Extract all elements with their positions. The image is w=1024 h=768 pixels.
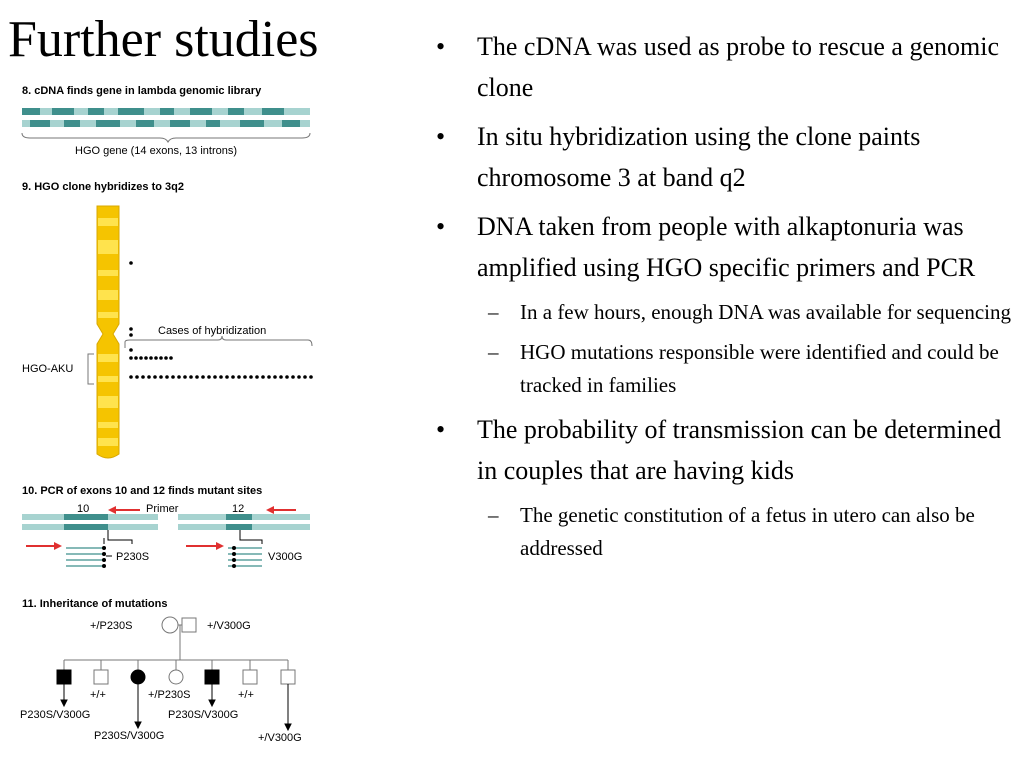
exon-b-label: 12 bbox=[232, 503, 245, 515]
bullet-cdna-probe bbox=[436, 26, 1020, 108]
cases-label: Cases of hybridization bbox=[158, 325, 267, 337]
father-genotype: +/V300G bbox=[207, 620, 251, 632]
exon-a-label: 10 bbox=[77, 503, 90, 515]
kid2-genotype: +/+ bbox=[90, 689, 106, 701]
bullet-dna-amplified bbox=[436, 206, 1020, 288]
bullet-dot-icon: • bbox=[436, 415, 446, 444]
hgo-figure bbox=[0, 78, 330, 768]
dash-icon: – bbox=[488, 503, 499, 527]
hgo-aku-bracket bbox=[88, 354, 94, 384]
bullet-in-situ bbox=[436, 116, 1020, 198]
kid6-genotype: +/+ bbox=[238, 689, 254, 701]
kid7-genotype: +/V300G bbox=[258, 732, 302, 744]
mutation-b-label: V300G bbox=[268, 551, 303, 563]
subbullet-text: The genetic constitution of a fetus in utero can also be addressed bbox=[520, 503, 975, 560]
panel8-caption: HGO gene (14 exons, 13 introns) bbox=[75, 145, 238, 157]
bullet-list bbox=[436, 26, 1020, 572]
kid3-genotype: P230S/V300G bbox=[94, 730, 165, 742]
subbullet-sequencing bbox=[436, 296, 1020, 329]
panel11-heading: 11. Inheritance of mutations bbox=[22, 598, 168, 610]
bullet-dot-icon: • bbox=[436, 122, 446, 151]
dash-icon: – bbox=[488, 300, 499, 324]
panel9-heading: 9. HGO clone hybridizes to 3q2 bbox=[22, 181, 184, 193]
bullet-dot-icon: • bbox=[436, 212, 446, 241]
bullet-text: In situ hybridization using the clone paints chromosome 3 at band q2 bbox=[477, 122, 921, 192]
bullet-dot-icon: • bbox=[436, 32, 446, 61]
figure-panel bbox=[0, 78, 330, 768]
bullet-text: The probability of transmission can be determined in couples that are having kids bbox=[477, 415, 1002, 485]
panel8-heading: 8. cDNA finds gene in lambda genomic library bbox=[22, 85, 262, 97]
subbullet-fetus bbox=[436, 499, 1020, 565]
kid1-genotype: P230S/V300G bbox=[20, 709, 91, 721]
subbullet-mutations bbox=[436, 336, 1020, 402]
subbullet-text: HGO mutations responsible were identified and could be tracked in families bbox=[520, 340, 999, 397]
panel10-heading: 10. PCR of exons 10 and 12 finds mutant sites bbox=[22, 485, 263, 497]
hybridization-dots bbox=[129, 261, 313, 379]
primer-label: Primer bbox=[146, 503, 179, 515]
bullet-text: DNA taken from people with alkaptonuria was amplified using HGO specific primers and PCR bbox=[477, 212, 976, 282]
mother-genotype: +/P230S bbox=[90, 620, 133, 632]
slide-title: Further studies bbox=[8, 11, 319, 68]
region-label: HGO-AKU bbox=[22, 363, 74, 375]
lambda-library-strip bbox=[22, 108, 310, 142]
subbullet-text: In a few hours, enough DNA was available for sequencing bbox=[520, 300, 1012, 324]
bullet-text: The cDNA was used as probe to rescue a genomic clone bbox=[477, 32, 999, 102]
dash-icon: – bbox=[488, 340, 499, 364]
cases-brace bbox=[125, 336, 312, 348]
bullet-probability bbox=[436, 409, 1020, 491]
kid5-genotype: P230S/V300G bbox=[168, 709, 239, 721]
chromosome-3 bbox=[97, 206, 119, 458]
mutation-a-label: P230S bbox=[116, 551, 150, 563]
kid4-genotype: +/P230S bbox=[148, 689, 191, 701]
